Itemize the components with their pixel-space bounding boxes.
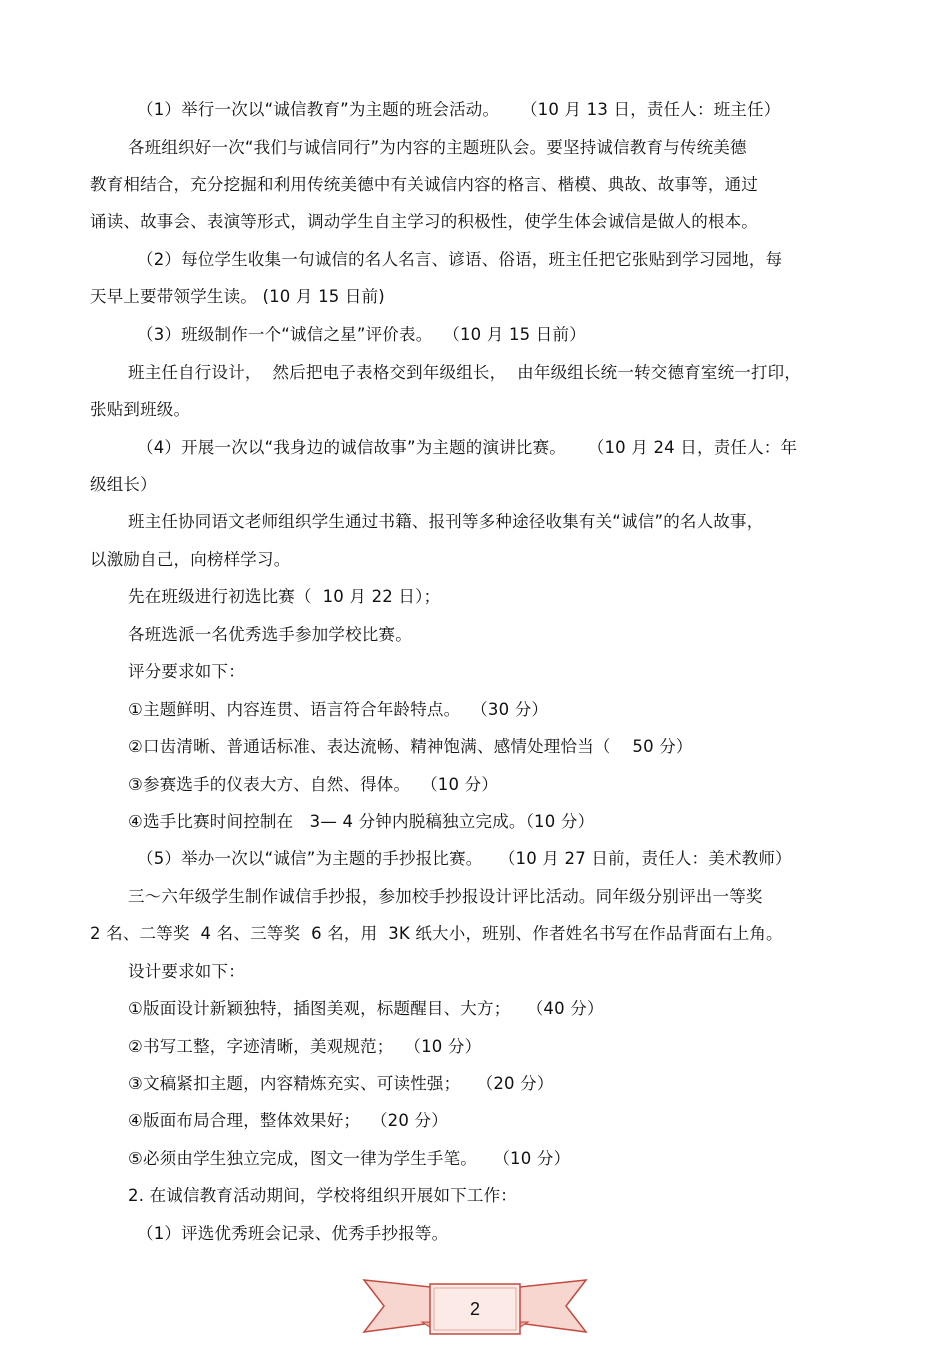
text-line: 张贴到班级。	[90, 400, 191, 419]
text-line: 班主任自行设计， 然后把电子表格交到年级组长， 由年级组长统一转交德育室统一打印，	[128, 363, 802, 382]
text-line: 以激励自己，向榜样学习。	[90, 550, 291, 569]
text-line: （4）开展一次以“我身边的诚信故事”为主题的演讲比赛。 （10 月 24 日，责任人：年	[137, 438, 798, 457]
text-line: ④选手比赛时间控制在 3— 4 分钟内脱稿独立完成。（10 分）	[128, 812, 595, 831]
text-line: （1）评选优秀班会记录、优秀手抄报等。	[137, 1224, 449, 1243]
text-line: ③参赛选手的仪表大方、自然、得体。 （10 分）	[128, 775, 499, 794]
text-line: 各班组织好一次“我们与诚信同行”为内容的主题班队会。要坚持诚信教育与传统美德	[128, 138, 747, 157]
text-line: 三～六年级学生制作诚信手抄报，参加校手抄报设计评比活动。同年级分别评出一等奖	[128, 887, 763, 906]
text-line: ⑤必须由学生独立完成，图文一律为学生手笔。 （10 分）	[128, 1149, 571, 1168]
text-line: 诵读、故事会、表演等形式，调动学生自主学习的积极性，使学生体会诚信是做人的根本。	[90, 212, 758, 231]
text-line: （5）举办一次以“诚信”为主题的手抄报比赛。 （10 月 27 日前，责任人：美术教师）	[137, 849, 792, 868]
text-line: 天早上要带领学生读。 (10 月 15 日前)	[90, 287, 385, 306]
text-line: ③文稿紧扣主题，内容精炼充实、可读性强； （20 分）	[128, 1074, 554, 1093]
text-line: ④版面布局合理，整体效果好； （20 分）	[128, 1111, 448, 1130]
text-line: ②书写工整，字迹清晰，美观规范； （10 分）	[128, 1037, 482, 1056]
text-line: 2. 在诚信教育活动期间，学校将组织开展如下工作：	[128, 1186, 517, 1205]
text-line: （3）班级制作一个“诚信之星”评价表。 （10 月 15 日前）	[137, 325, 586, 344]
text-line: 2 名、二等奖 4 名、三等奖 6 名，用 3K 纸大小，班别、作者姓名书写在作品背面右上角。	[90, 924, 783, 943]
text-line: 设计要求如下：	[128, 962, 245, 981]
text-line: 班主任协同语文老师组织学生通过书籍、报刊等多种途径收集有关“诚信”的名人故事，	[128, 512, 764, 531]
page-number: 2	[469, 1299, 480, 1319]
text-line: （1）举行一次以“诚信教育”为主题的班会活动。 （10 月 13 日，责任人：班主任）	[137, 100, 781, 119]
text-line: 先在班级进行初选比赛（ 10 月 22 日）；	[128, 587, 441, 606]
text-line: （2）每位学生收集一句诚信的名人名言、谚语、俗语，班主任把它张贴到学习园地，每	[137, 250, 783, 269]
text-line: 各班选派一名优秀选手参加学校比赛。	[128, 625, 412, 644]
text-line: ②口齿清晰、普通话标准、表达流畅、精神饱满、感情处理恰当（ 50 分）	[128, 737, 693, 756]
text-line: ①版面设计新颖独特，插图美观，标题醒目、大方； （40 分）	[128, 999, 604, 1018]
text-line: 级组长）	[90, 475, 157, 494]
text-line: 评分要求如下：	[128, 662, 245, 681]
text-line: 教育相结合，充分挖掘和利用传统美德中有关诚信内容的格言、楷模、典故、故事等，通过	[90, 175, 758, 194]
text-line: ①主题鲜明、内容连贯、语言符合年龄特点。 （30 分）	[128, 700, 549, 719]
